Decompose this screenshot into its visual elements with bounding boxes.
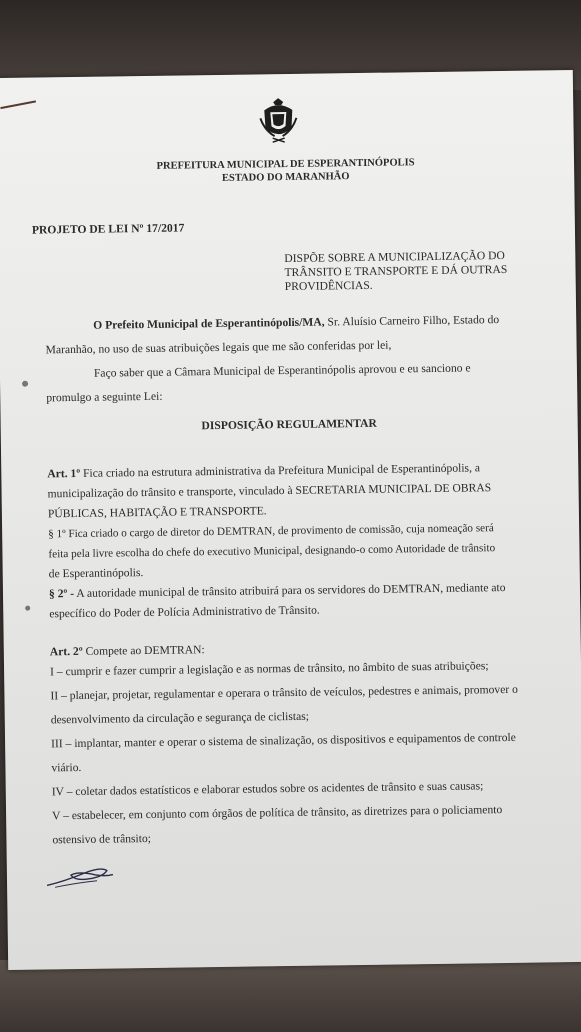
art1-line-1 xyxy=(47,461,480,481)
art1-line-3: PÚBLICAS, HABITAÇÃO E TRANSPORTE. xyxy=(47,504,267,521)
art1-paragraph1-line-2: feita pela livre escolha do chefe do executivo Municipal, designando-o como Autoridade de trânsito xyxy=(48,542,496,561)
hole-punch-mark xyxy=(22,381,28,387)
preamble-bold: O Prefeito Municipal de Esperantinópolis/MA, xyxy=(93,315,325,332)
summary-line: DISPÕE SOBRE A MUNICIPALIZAÇÃO DO xyxy=(284,248,505,266)
coat-of-arms-icon xyxy=(258,98,299,145)
art2-item: II – planejar, projetar, regulamentar e operara o trânsito de veículos, pedestres e animais, promover o xyxy=(50,682,518,703)
art1-text: Fica criado na estrutura administrativa da Prefeitura Municipal de Esperantinópolis, a xyxy=(80,461,481,480)
art2-item: ostensivo de trânsito; xyxy=(52,831,152,847)
art2-item: IV – coletar dados estatísticos e elaborar estudos sobre os acidentes de trânsito e suas causas; xyxy=(51,779,484,799)
art1-label: Art. 1º xyxy=(47,466,81,481)
art1-paragraph2-text: A autoridade municipal de trânsito atribuirá para os servidores do DEMTRAN, mediante ato xyxy=(74,581,506,601)
art1-paragraph1-line-3: de Esperantinópolis. xyxy=(48,566,144,581)
art2-item: viário. xyxy=(51,760,82,775)
art1-paragraph1-line-1: § 1º Fica criado o cargo de diretor do DEMTRAN, de provimento de comissão, cuja nomeação será xyxy=(48,522,494,541)
preamble-line-2: Maranhão, no uso de suas atribuições legais que me são conferidas por lei, xyxy=(45,338,392,357)
art2-item: desenvolvimento da circulação e segurança de ciclistas; xyxy=(50,709,310,727)
table-surface-bottom xyxy=(0,960,581,1032)
art2-intro-text: Compete ao DEMTRAN: xyxy=(82,643,205,658)
summary-line: PROVIDÊNCIAS. xyxy=(284,278,373,294)
preamble-rest: Sr. Aluísio Carneiro Filho, Estado do xyxy=(324,313,500,329)
section-title: DISPOSIÇÃO REGULAMENTAR xyxy=(201,416,377,433)
preamble-line-1 xyxy=(93,313,499,333)
art1-paragraph2-line-2: específico do Poder de Polícia Administrativo de Trânsito. xyxy=(49,603,320,621)
preamble-line-4: promulgo a seguinte Lei: xyxy=(46,389,163,405)
art1-paragraph2-line-1 xyxy=(49,581,506,601)
document-page xyxy=(0,70,581,970)
header-line-1: PREFEITURA MUNICIPAL DE ESPERANTINÓPOLIS xyxy=(156,157,415,172)
art1-line-2: municipalização do trânsito e transporte, vinculado à SECRETARIA MUNICIPAL DE OBRAS xyxy=(47,481,492,501)
art2-intro xyxy=(50,643,205,659)
header-line-2: ESTADO DO MARANHÃO xyxy=(221,171,350,184)
art1-paragraph2-label: § 2º - xyxy=(48,587,75,601)
art2-label: Art. 2º xyxy=(49,644,83,659)
summary-line: TRÂNSITO E TRANSPORTE E DÁ OUTRAS xyxy=(284,262,508,280)
bill-title: PROJETO DE LEI Nº 17/2017 xyxy=(31,221,185,237)
preamble-line-3: Faço saber que a Câmara Municipal de Esperantinópolis aprovou e eu sanciono e xyxy=(93,361,471,380)
pen-mark xyxy=(0,100,36,109)
art2-item: I – cumprir e fazer cumprir a legislação e as normas de trânsito, no âmbito de suas atribuições; xyxy=(50,659,489,679)
signature-icon xyxy=(45,862,115,889)
art2-item: V – estabelecer, em conjunto com órgãos de política de trânsito, as diretrizes para o policiamento xyxy=(52,803,503,823)
hole-punch-mark xyxy=(25,606,30,611)
art2-item: III – implantar, manter e operar o sistema de sinalização, os dispositivos e equipamentos de controle xyxy=(51,730,516,751)
